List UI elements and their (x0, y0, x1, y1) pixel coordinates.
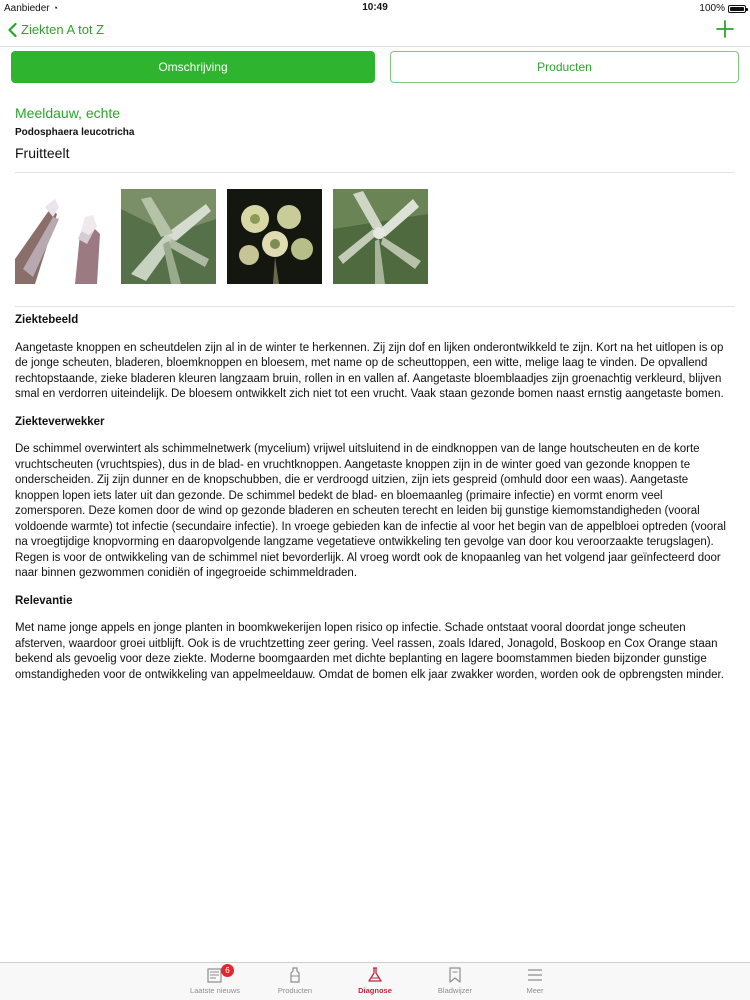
section-body: Aangetaste knoppen en scheutdelen zijn al in de winter te herkennen. Zij zijn dof en lijken onderontwikkeld te zijn. Kort na het uitlopen is op de jonge scheuten, bladeren, bloemknoppen en bloesem, met name op de scheuttoppen, een witte, melige laag te vinden. De opvallend rechtopstaande, zieke bladeren kleuren langzaam bruin, rollen in en vallen af. Aangetaste bloemblaadjes zijn groenachtig verkleurd, blijven smal en verdorren uiteindelijk. De bloesem ontwikkelt zich niet tot een vrucht. Vaak staan gezonde bomen naast ernstig aangetaste bomen. (15, 341, 724, 400)
tab-producten[interactable]: Producten (390, 51, 739, 83)
section-heading: Ziektebeeld (15, 314, 79, 326)
tab-label: Meer (526, 986, 544, 995)
status-bar (0, 0, 750, 16)
section-body: De schimmel overwintert als schimmelnetwerk (mycelium) vrijwel uitsluitend in de eindknoppen van de lange houtscheuten en de korte vruchtscheuten (vruchtspies), dus in de blad- en vruchtknoppen. Aangetaste knoppen zijn in de winter goed van gezonde knoppen te onderscheiden. Zij zijn dunner en de knopschubben, die er verdroogd uitzien, zijn iets gespreid (omhuld door een waas). Aangetaste knoppen lopen iets later uit dan gezonde. De schimmel bedekt de blad- en bloemaanleg (primaire infectie) en vormt enorm veel zomersporen. Deze komen door de wind op gezonde bladeren en scheuten terecht en leiden bij gunstige kiemomstandigheden (vooral voldoende warmte) tot infectie (secundaire infectie). In vroege gebieden kan de infectie al voor het begin van de appelbloei optreden (vooral na vroegtijdige knopvorming en daaropvolgende langzame vegetatieve ontwikkeling ten gevolge van door kou veroorzaakte terugslagen). Regen is voor de ontwikkeling van de schimmel niet bevorderlijk. Al vroeg wordt ook de knopaanleg van het volgend jaar geïnfecteerd door naar binnen gezwommen conidiën of ingegroeide schimmeldraden. (15, 443, 726, 579)
tab-label: Laatste nieuws (189, 986, 241, 995)
section-ziekteverwekker (15, 415, 735, 582)
photo-thumbnail-3[interactable] (227, 189, 322, 284)
section-heading: Ziekteverwekker (15, 415, 105, 428)
tab-producten-nav[interactable] (255, 963, 335, 1000)
section-ziektebeeld (15, 313, 735, 403)
photo-gallery (15, 189, 428, 284)
section-relevantie (15, 594, 735, 684)
back-button-label: Ziekten A tot Z (21, 22, 105, 37)
header-divider (15, 172, 735, 173)
photo-thumbnail-2[interactable] (121, 189, 216, 284)
section-heading: Relevantie (15, 594, 73, 607)
back-button[interactable] (8, 22, 104, 37)
menu-icon (526, 966, 544, 984)
chevron-left-icon (8, 23, 17, 37)
wifi-icon: ◔ (52, 3, 59, 13)
bottle-icon (286, 966, 304, 984)
carrier-text: Aanbieder (4, 3, 50, 14)
tab-label: Diagnose (358, 986, 392, 995)
photo-thumbnail-1[interactable] (15, 189, 110, 284)
segmented-control (11, 51, 739, 83)
description-content (15, 313, 735, 695)
notification-badge: 6 (221, 964, 234, 977)
battery-status (699, 3, 746, 14)
navigation-bar (0, 16, 750, 47)
tab-bar (0, 962, 750, 1000)
section-body: Met name jonge appels en jonge planten in boomkwekerijen lopen risico op infectie. Schade ontstaat vooral doordat jonge scheuten afsterven, waardoor groei uitblijft. Ook is de vruchtzetting zeer gering. Veel rassen, zoals Idared, Jonagold, Boskoop en Cox Orange staan bekend als gevoelig voor deze ziekte. Moderne boomgaarden met dichte beplanting en lagere boomstammen bieden bijzonder gunstige omstandigheden voor de ontwikkeling van appelmeeldauw. Omdat de bomen elk jaar zwakker worden, worden ook de opbrengsten minder. (15, 622, 724, 681)
clock: 10:49 (362, 2, 388, 13)
disease-latin-name: Podosphaera leucotricha (15, 127, 135, 138)
tab-meer[interactable] (495, 963, 575, 1000)
photo-thumbnail-4[interactable] (333, 189, 428, 284)
tab-omschrijving[interactable]: Omschrijving (11, 51, 375, 83)
tab-laatste-nieuws[interactable] (175, 963, 255, 1000)
tab-bladwijzer[interactable] (415, 963, 495, 1000)
tab-diagnose[interactable] (335, 963, 415, 1000)
flask-icon (366, 966, 384, 984)
battery-percentage: 100% (699, 3, 725, 14)
add-icon[interactable] (716, 20, 734, 38)
battery-icon (728, 5, 746, 13)
disease-sector: Fruitteelt (15, 145, 70, 161)
gallery-divider (15, 306, 735, 307)
tab-label: Producten (277, 986, 313, 995)
disease-title: Meeldauw, echte (15, 105, 121, 121)
bookmark-icon (446, 966, 464, 984)
tab-label: Bladwijzer (437, 986, 473, 995)
